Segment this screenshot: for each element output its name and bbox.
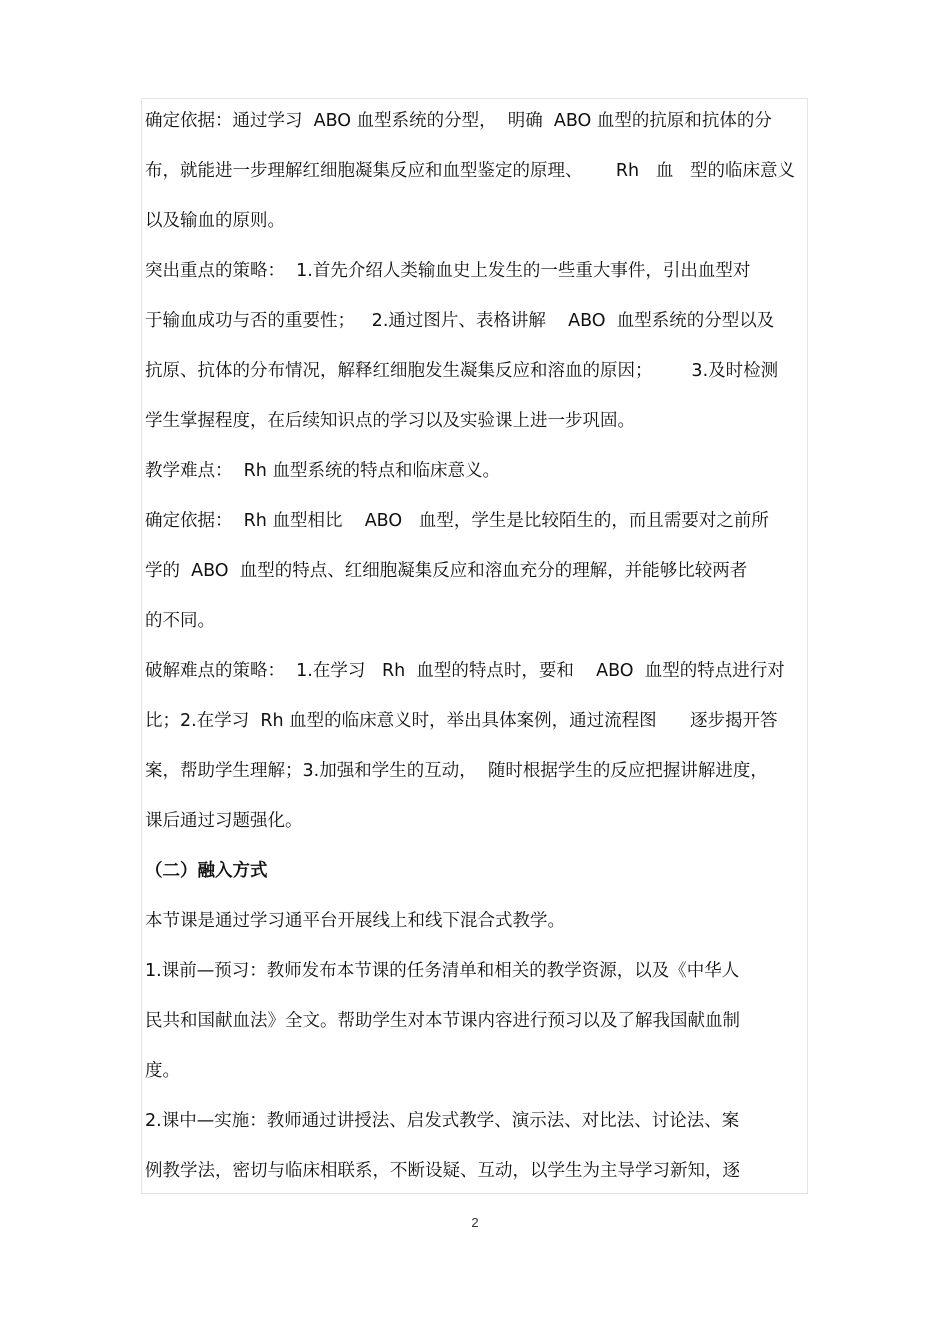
paragraph-inclass-line-1: 2.课中—实施：教师通过讲授法、启发式教学、演示法、对比法、讨论法、案: [145, 1111, 740, 1131]
paragraph-key-strategy-line-4: 学生掌握程度，在后续知识点的学习以及实验课上进一步巩固。: [145, 411, 635, 431]
page-number: 2: [471, 1215, 479, 1230]
paragraph-key-strategy-line-1: 突出重点的策略： 1.首先介绍人类输血史上发生的一些重大事件，引出血型对: [145, 261, 751, 281]
paragraph-intro: 本节课是通过学习通平台开展线上和线下混合式教学。: [145, 911, 565, 931]
paragraph-difficulty-strategy-line-1: 破解难点的策略： 1.在学习 Rh 血型的特点时，要和 ABO 血型的特点进行对: [145, 661, 785, 681]
paragraph-preclass-line-1: 1.课前—预习：教师发布本节课的任务清单和相关的教学资源，以及《中华人: [145, 961, 740, 981]
section-heading: （二）融入方式: [145, 861, 268, 881]
paragraph-basis-line-1: 确定依据：通过学习 ABO 血型系统的分型， 明确 ABO 血型的抗原和抗体的分: [145, 111, 772, 131]
paragraph-difficulty-basis-line-3: 的不同。: [145, 611, 215, 631]
paragraph-inclass-line-2: 例教学法，密切与临床相联系，不断设疑、互动，以学生为主导学习新知，逐: [145, 1161, 740, 1181]
paragraph-preclass-line-2: 民共和国献血法》全文。帮助学生对本节课内容进行预习以及了解我国献血制: [145, 1011, 740, 1031]
paragraph-difficulty: 教学难点： Rh 血型系统的特点和临床意义。: [145, 461, 500, 481]
paragraph-difficulty-strategy-line-3: 案，帮助学生理解；3.加强和学生的互动， 随时根据学生的反应把握讲解进度，: [145, 761, 768, 781]
document-page: [141, 98, 808, 1194]
paragraph-difficulty-basis-line-2: 学的 ABO 血型的特点、红细胞凝集反应和溶血充分的理解，并能够比较两者: [145, 561, 748, 581]
paragraph-difficulty-basis-line-1: 确定依据： Rh 血型相比 ABO 血型，学生是比较陌生的，而且需要对之前所: [145, 511, 769, 531]
paragraph-key-strategy-line-3: 抗原、抗体的分布情况，解释红细胞发生凝集反应和溶血的原因； 3.及时检测: [145, 361, 779, 381]
paragraph-key-strategy-line-2: 于输血成功与否的重要性； 2.通过图片、表格讲解 ABO 血型系统的分型以及: [145, 311, 775, 331]
paragraph-basis-line-3: 以及输血的原则。: [145, 211, 285, 231]
paragraph-difficulty-strategy-line-4: 课后通过习题强化。: [145, 811, 303, 831]
paragraph-basis-line-2: 布，就能进一步理解红细胞凝集反应和血型鉴定的原理、 Rh 血 型的临床意义: [145, 161, 796, 181]
paragraph-preclass-line-3: 度。: [145, 1061, 180, 1081]
paragraph-difficulty-strategy-line-2: 比；2.在学习 Rh 血型的临床意义时，举出具体案例，通过流程图 逐步揭开答: [145, 711, 778, 731]
